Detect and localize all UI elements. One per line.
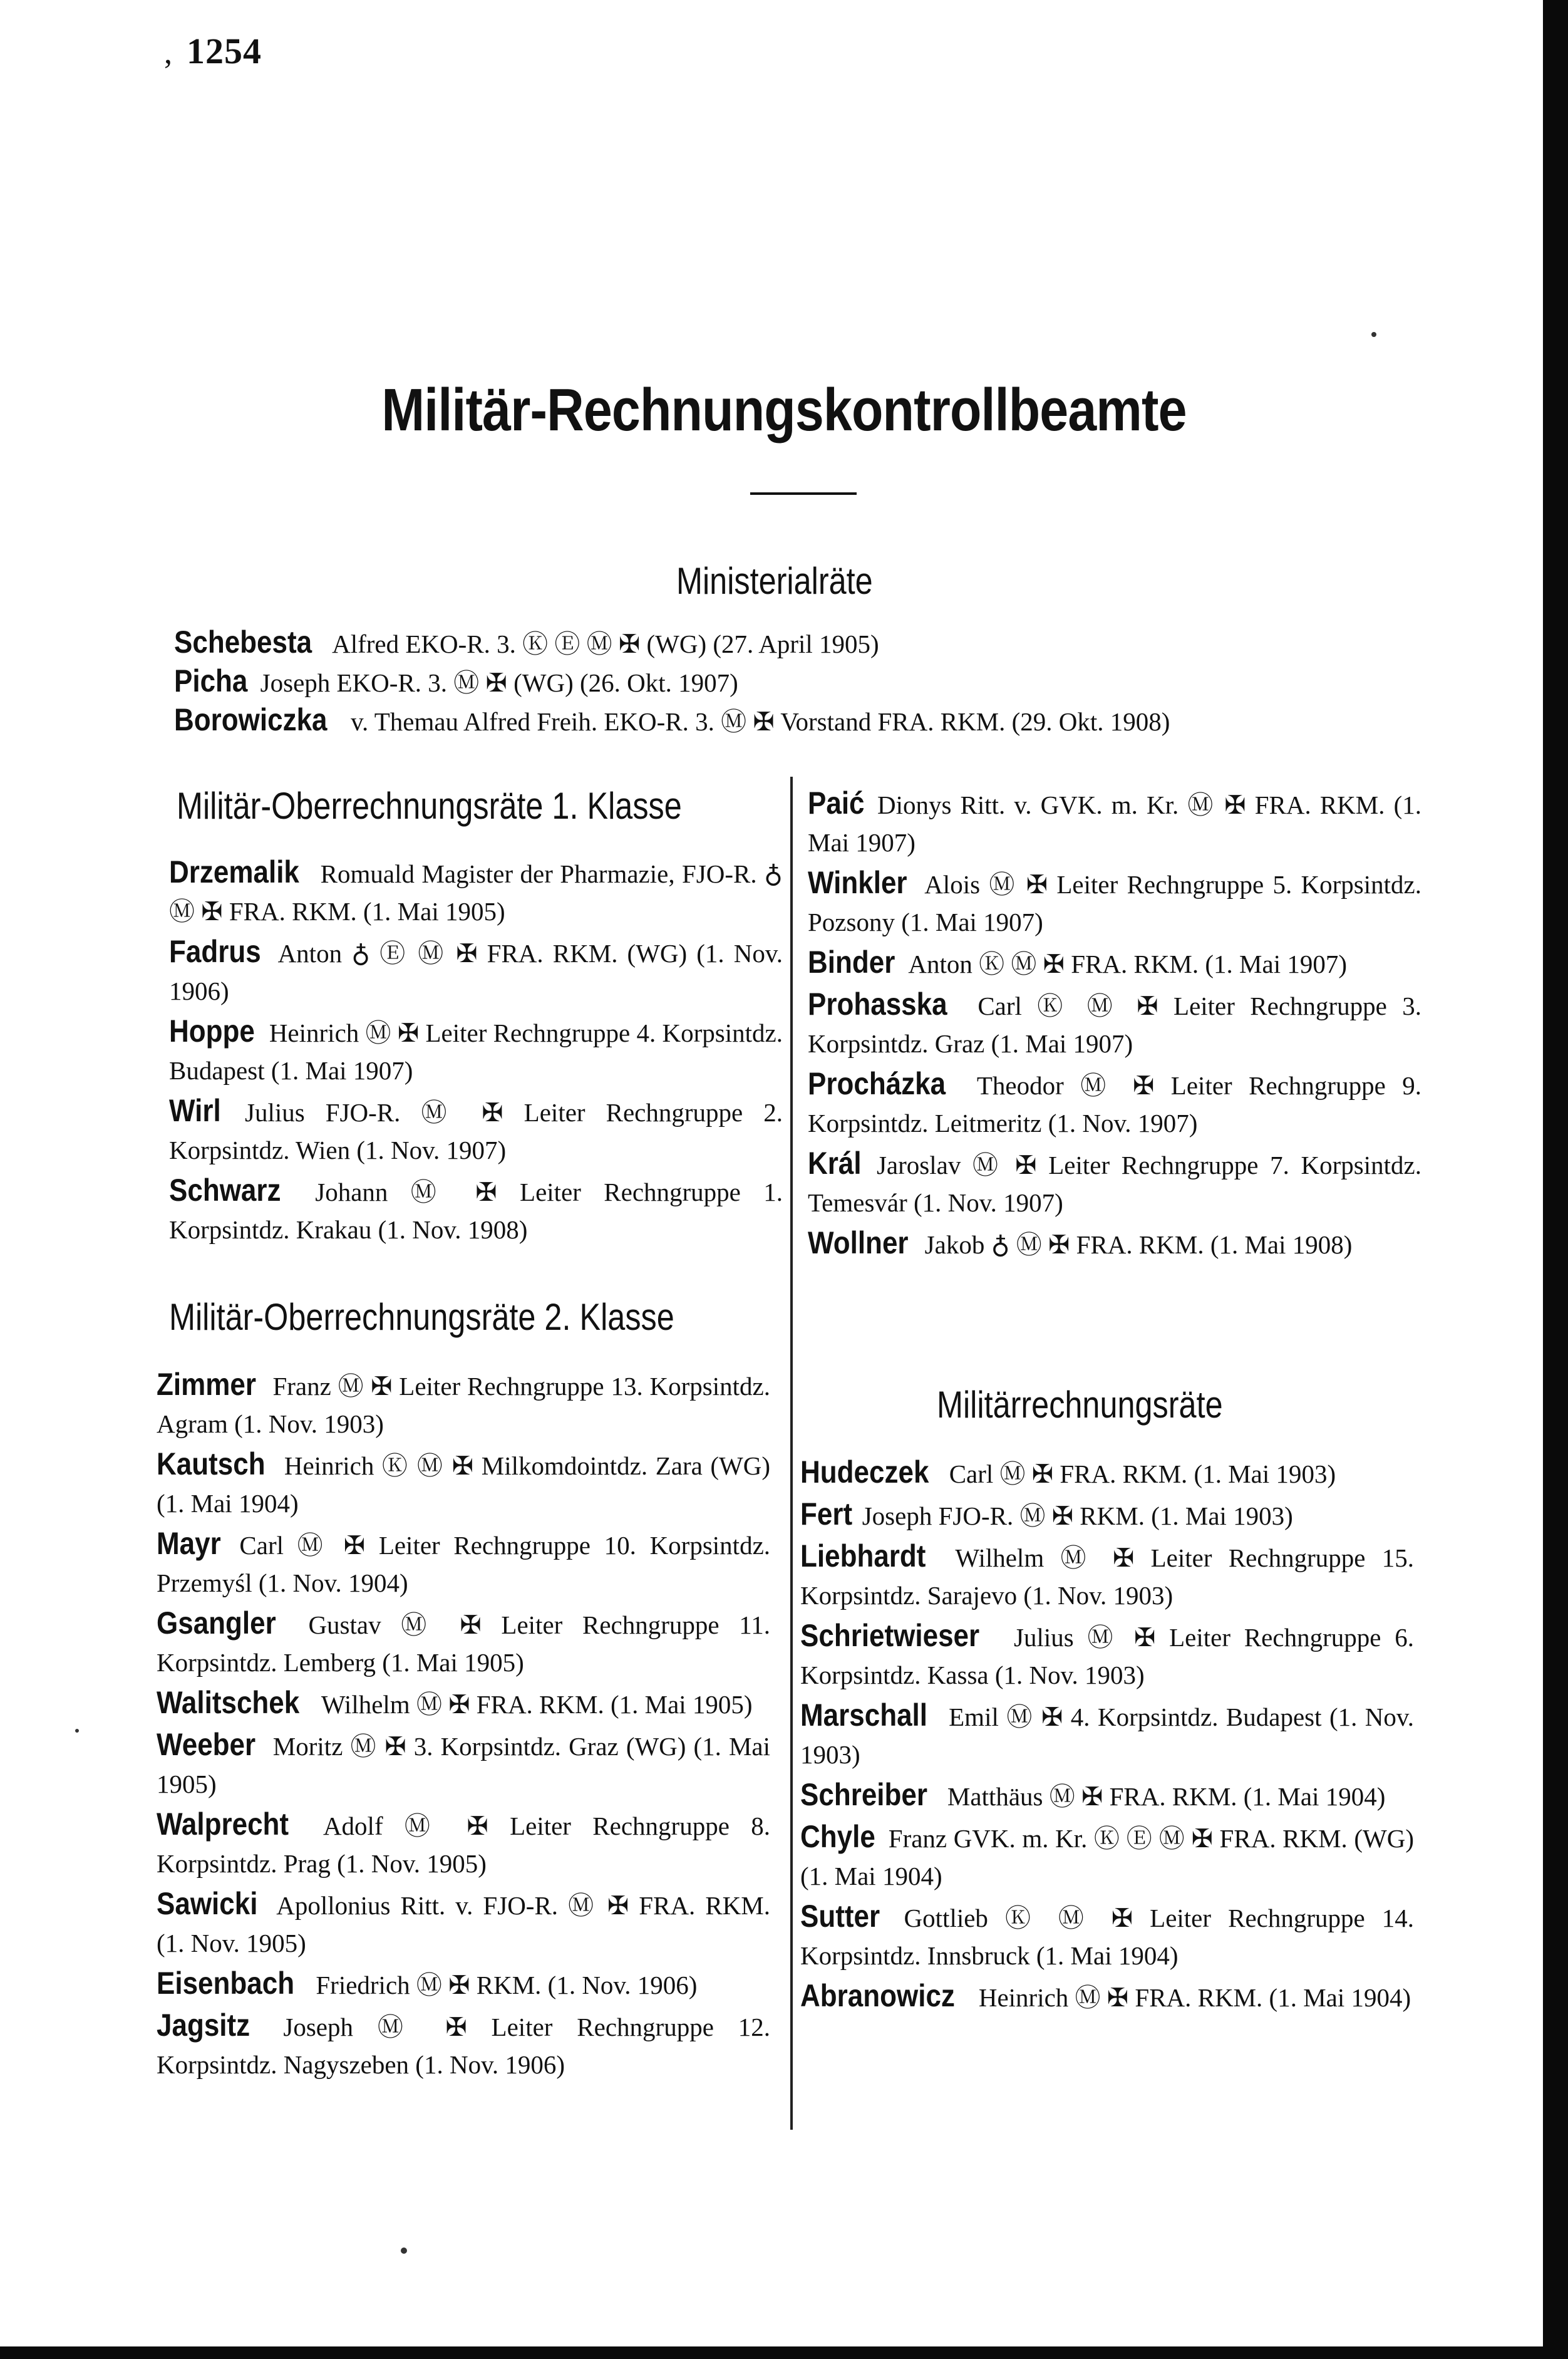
- entry-text: Romuald Magister der Pharmazie, FJO-R. ♁ Ⓜ ✠ FRA. RKM. (1. Mai 1905): [169, 859, 783, 926]
- entry-name: Schwarz: [169, 1173, 281, 1208]
- entry-text: Moritz Ⓜ ✠ 3. Korpsintdz. Graz (WG) (1. Mai 1905): [157, 1732, 771, 1798]
- entry-text: v. Themau Alfred Freih. EKO-R. 3. Ⓜ ✠ Vorstand FRA. RKM. (29. Okt. 1908): [351, 707, 1170, 736]
- entry-text: Heinrich Ⓜ ✠ Leiter Rechngruppe 4. Korpsintdz. Budapest (1. Mai 1907): [169, 1019, 783, 1085]
- entry-name: Schebesta: [174, 625, 312, 660]
- entry-text: Emil Ⓜ ✠ 4. Korpsintdz. Budapest (1. Nov. 1903): [800, 1703, 1415, 1769]
- entry-name: Hoppe: [169, 1014, 255, 1049]
- list-item: [157, 1684, 770, 1723]
- entry-name: Hudeczek: [800, 1454, 929, 1490]
- list-item: [157, 2006, 770, 2083]
- column-divider: [790, 777, 793, 2130]
- entry-name: Eisenbach: [157, 1966, 295, 2001]
- entry-name: Fadrus: [169, 934, 261, 969]
- list-item: [174, 663, 1426, 702]
- list-item: [808, 1065, 1421, 1142]
- entry-name: Wollner: [808, 1225, 909, 1260]
- scan-speck: [401, 2248, 407, 2254]
- list-item: [808, 985, 1421, 1062]
- list-item: [800, 1617, 1414, 1694]
- list-item: [157, 1726, 770, 1803]
- list-item: [800, 1776, 1414, 1815]
- scan-border-bottom: [0, 2346, 1568, 2359]
- entry-name: Chyle: [800, 1819, 875, 1854]
- section-heading-oberrechnungsraete-2: Militär-Oberrechnungsräte 2. Klasse: [169, 1296, 674, 1338]
- entry-name: Sawicki: [157, 1886, 258, 1921]
- entry-text: Friedrich Ⓜ ✠ RKM. (1. Nov. 1906): [316, 1971, 698, 1999]
- entry-text: Carl Ⓚ Ⓜ ✠ Leiter Rechngruppe 3. Korpsintdz. Graz (1. Mai 1907): [808, 992, 1422, 1058]
- entry-name: Walitschek: [157, 1685, 300, 1720]
- list-item: [808, 943, 1421, 983]
- entry-name: Borowiczka: [174, 702, 328, 737]
- entry-name: Schreiber: [800, 1777, 927, 1812]
- entry-name: Winkler: [808, 865, 907, 900]
- list-item: [808, 1144, 1421, 1221]
- oberrechnungsraete-2-list: [157, 1366, 770, 2086]
- list-item: [800, 1897, 1414, 1974]
- list-item: [157, 1366, 770, 1443]
- entry-name: Gsangler: [157, 1605, 276, 1641]
- entry-text: Franz Ⓜ ✠ Leiter Rechngruppe 13. Korpsintdz. Agram (1. Nov. 1903): [157, 1372, 770, 1438]
- entry-name: Abranowicz: [800, 1978, 955, 2013]
- rechnungsraete-list: [800, 1453, 1414, 2019]
- list-item: [808, 864, 1421, 941]
- entry-text: Julius FJO-R. Ⓜ ✠ Leiter Rechngruppe 2. Korpsintdz. Wien (1. Nov. 1907): [169, 1098, 783, 1164]
- entry-text: Wilhelm Ⓜ ✠ FRA. RKM. (1. Mai 1905): [321, 1690, 753, 1719]
- entry-text: Anton Ⓚ Ⓜ ✠ FRA. RKM. (1. Mai 1907): [908, 950, 1347, 978]
- entry-text: Carl Ⓜ ✠ Leiter Rechngruppe 10. Korpsintdz. Przemyśl (1. Nov. 1904): [157, 1531, 771, 1597]
- page-number: , 1254: [164, 31, 262, 71]
- list-item: [808, 784, 1421, 861]
- entry-name: Picha: [174, 663, 248, 698]
- entry-text: Joseph Ⓜ ✠ Leiter Rechngruppe 12. Korpsintdz. Nagyszeben (1. Nov. 1906): [157, 2013, 771, 2079]
- entry-name: Drzemalik: [169, 854, 299, 889]
- entry-name: Binder: [808, 945, 895, 980]
- title-rule: [750, 492, 857, 495]
- list-item: [808, 1224, 1421, 1263]
- entry-text: Jakob ♁ Ⓜ ✠ FRA. RKM. (1. Mai 1908): [924, 1230, 1353, 1259]
- entry-text: Matthäus Ⓜ ✠ FRA. RKM. (1. Mai 1904): [947, 1782, 1386, 1811]
- scan-border-right: [1543, 0, 1568, 2359]
- entry-name: Weeber: [157, 1727, 256, 1762]
- entry-name: Zimmer: [157, 1367, 256, 1402]
- scan-speck: [75, 1729, 79, 1733]
- list-item: [174, 624, 1426, 663]
- entry-text: Heinrich Ⓚ Ⓜ ✠ Milkomdointdz. Zara (WG) (1. Mai 1904): [157, 1451, 771, 1518]
- entry-name: Procházka: [808, 1066, 946, 1101]
- list-item: [169, 933, 783, 1010]
- entry-name: Wirl: [169, 1093, 221, 1128]
- section-heading-oberrechnungsraete-1: Militär-Oberrechnungsräte 1. Klasse: [177, 785, 682, 827]
- list-item: [800, 1696, 1414, 1773]
- list-item: [174, 702, 1426, 740]
- entry-name: Král: [808, 1146, 862, 1181]
- entry-text: Joseph FJO-R. Ⓜ ✠ RKM. (1. Mai 1903): [862, 1501, 1293, 1530]
- list-item: [800, 1977, 1414, 2016]
- ministerialraete-list: [174, 624, 1426, 740]
- entry-text: Theodor Ⓜ ✠ Leiter Rechngruppe 9. Korpsintdz. Leitmeritz (1. Nov. 1907): [808, 1071, 1421, 1138]
- list-item: [169, 1012, 783, 1089]
- entry-name: Walprecht: [157, 1807, 289, 1842]
- entry-text: Heinrich Ⓜ ✠ FRA. RKM. (1. Mai 1904): [978, 1983, 1411, 2012]
- entry-text: Gustav Ⓜ ✠ Leiter Rechngruppe 11. Korpsintdz. Lemberg (1. Mai 1905): [157, 1610, 770, 1677]
- entry-text: Jaroslav Ⓜ ✠ Leiter Rechngruppe 7. Korpsintdz. Temesvár (1. Nov. 1907): [808, 1151, 1421, 1217]
- entry-name: Sutter: [800, 1899, 880, 1934]
- section-heading-rechnungsraete: Militärrechnungsräte: [937, 1384, 1223, 1426]
- entry-text: Gottlieb Ⓚ Ⓜ ✠ Leiter Rechngruppe 14. Korpsintdz. Innsbruck (1. Mai 1904): [800, 1904, 1415, 1970]
- list-item: [157, 1964, 770, 2004]
- entry-name: Paić: [808, 785, 865, 821]
- oberrechnungsraete-1-list: [169, 853, 783, 1251]
- oberrechnungsraete-1-continued-list: [808, 784, 1421, 1266]
- list-item: [800, 1495, 1414, 1535]
- list-item: [157, 1525, 770, 1602]
- entry-name: Mayr: [157, 1526, 221, 1561]
- list-item: [169, 853, 783, 930]
- entry-text: Joseph EKO-R. 3. Ⓜ ✠ (WG) (26. Okt. 1907): [260, 668, 738, 697]
- entry-name: Jagsitz: [157, 2008, 250, 2043]
- entry-text: Alfred EKO-R. 3. Ⓚ Ⓔ Ⓜ ✠ (WG) (27. April 1905): [332, 630, 879, 658]
- list-item: [157, 1445, 770, 1522]
- list-item: [800, 1537, 1414, 1614]
- list-item: [157, 1885, 770, 1962]
- entry-name: Prohasska: [808, 987, 947, 1022]
- entry-text: Carl Ⓜ ✠ FRA. RKM. (1. Mai 1903): [949, 1459, 1336, 1488]
- list-item: [157, 1805, 770, 1882]
- entry-text: Johann Ⓜ ✠ Leiter Rechngruppe 1. Korpsintdz. Krakau (1. Nov. 1908): [169, 1178, 783, 1244]
- entry-name: Kautsch: [157, 1446, 266, 1481]
- entry-text: Julius Ⓜ ✠ Leiter Rechngruppe 6. Korpsintdz. Kassa (1. Nov. 1903): [800, 1623, 1415, 1689]
- scan-speck: [1371, 332, 1376, 337]
- entry-name: Fert: [800, 1496, 853, 1532]
- page-title: Militär-Rechnungskontrollbeamte: [381, 376, 1187, 443]
- entry-text: Anton ♁ Ⓔ Ⓜ ✠ FRA. RKM. (WG) (1. Nov. 1906): [169, 939, 783, 1005]
- entry-text: Adolf Ⓜ ✠ Leiter Rechngruppe 8. Korpsintdz. Prag (1. Nov. 1905): [157, 1812, 770, 1878]
- list-item: [800, 1453, 1414, 1493]
- section-heading-ministerialraete: Ministerialräte: [676, 560, 873, 602]
- entry-text: Franz GVK. m. Kr. Ⓚ Ⓔ Ⓜ ✠ FRA. RKM. (WG) (1. Mai 1904): [800, 1824, 1415, 1890]
- entry-text: Dionys Ritt. v. GVK. m. Kr. Ⓜ ✠ FRA. RKM. (1. Mai 1907): [808, 791, 1421, 857]
- list-item: [157, 1604, 770, 1681]
- entry-text: Apollonius Ritt. v. FJO-R. Ⓜ ✠ FRA. RKM. (1. Nov. 1905): [157, 1891, 770, 1957]
- entry-name: Liebhardt: [800, 1538, 926, 1574]
- entry-name: Marschall: [800, 1698, 927, 1733]
- entry-text: Wilhelm Ⓜ ✠ Leiter Rechngruppe 15. Korpsintdz. Sarajevo (1. Nov. 1903): [800, 1543, 1414, 1610]
- entry-text: Alois Ⓜ ✠ Leiter Rechngruppe 5. Korpsintdz. Pozsony (1. Mai 1907): [808, 870, 1421, 936]
- list-item: [169, 1171, 783, 1248]
- list-item: [169, 1092, 783, 1169]
- entry-name: Schrietwieser: [800, 1618, 980, 1653]
- list-item: [800, 1818, 1414, 1895]
